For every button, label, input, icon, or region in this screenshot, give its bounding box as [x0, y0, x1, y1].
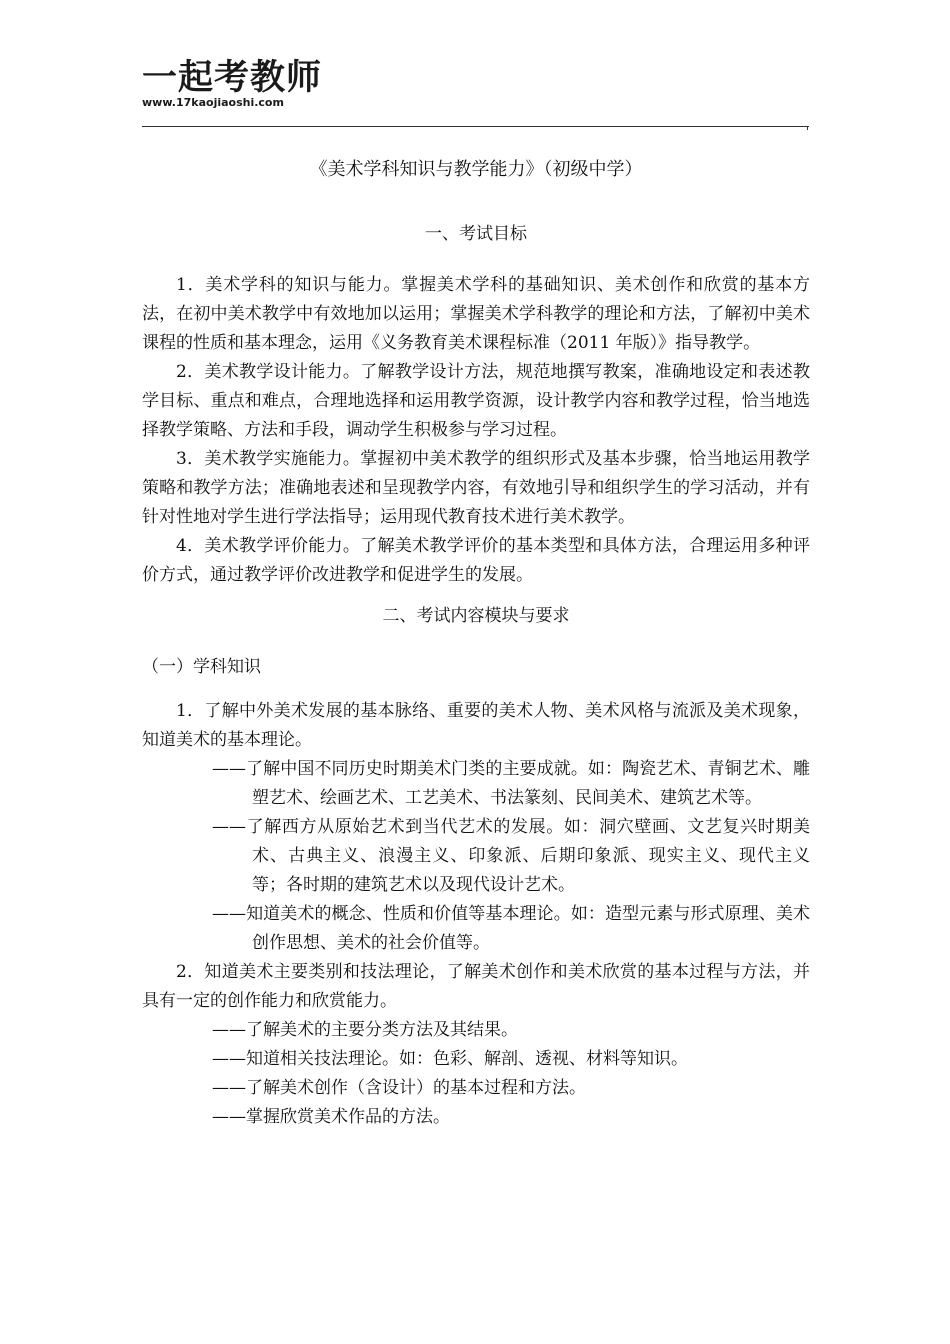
document-body [142, 150, 810, 1132]
content-item-2-dash-2: ——知道相关技法理论。如：色彩、解剖、透视、材料等知识。 [212, 1049, 688, 1069]
subheading-subject-knowledge: （一）学科知识 [142, 657, 261, 677]
logo-url: www.17kaojiaoshi.com [142, 96, 284, 109]
content-item-1: 1．了解中外美术发展的基本脉络、重要的美术人物、美术风格与流派及美术现象，知道美术的基本理论。 [142, 701, 810, 750]
objective-item-1: 1．美术学科的知识与能力。掌握美术学科的基础知识、美术创作和欣赏的基本方法，在初中美术教学中有效地加以运用；掌握美术学科教学的理论和方法，了解初中美术课程的性质和基本理念，运用《义务教育美术课程标准（2011 年版）》指导教学。 [142, 275, 810, 353]
site-logo [142, 58, 322, 110]
logo-text: 一起考教师 [142, 58, 323, 98]
content-item-1-dash-3: ——知道美术的概念、性质和价值等基本理论。如：造型元素与形式原理、美术创作思想、美术的社会价值等。 [212, 904, 810, 953]
section-heading-objectives: 一、考试目标 [425, 224, 527, 244]
objective-item-2: 2．美术教学设计能力。了解教学设计方法，规范地撰写教案，准确地设定和表述教学目标、重点和难点，合理地选择和运用教学资源，设计教学内容和教学过程，恰当地选择教学策略、方法和手段，调动学生积极参与学习过程。 [142, 362, 810, 440]
header-divider [142, 126, 809, 127]
header-divider-tick [807, 126, 808, 130]
document-title: 《美术学科知识与教学能力》（初级中学） [309, 159, 643, 180]
content-item-2-dash-1: ——了解美术的主要分类方法及其结果。 [212, 1020, 518, 1040]
content-item-1-dash-2: ——了解西方从原始艺术到当代艺术的发展。如：洞穴壁画、文艺复兴时期美术、古典主义、浪漫主义、印象派、后期印象派、现实主义、现代主义等；各时期的建筑艺术以及现代设计艺术。 [212, 817, 810, 895]
content-item-1-dash-1: ——了解中国不同历史时期美术门类的主要成就。如：陶瓷艺术、青铜艺术、雕塑艺术、绘画艺术、工艺美术、书法篆刻、民间美术、建筑艺术等。 [212, 759, 810, 808]
content-item-2-dash-4: ——掌握欣赏美术作品的方法。 [212, 1107, 450, 1127]
content-item-2-dash-3: ——了解美术创作（含设计）的基本过程和方法。 [212, 1078, 586, 1098]
objective-item-4: 4．美术教学评价能力。了解美术教学评价的基本类型和具体方法，合理运用多种评价方式，通过教学评价改进教学和促进学生的发展。 [142, 536, 810, 585]
objective-item-3: 3．美术教学实施能力。掌握初中美术教学的组织形式及基本步骤，恰当地运用教学策略和教学方法；准确地表述和呈现教学内容，有效地引导和组织学生的学习活动，并有针对性地对学生进行学法指导；运用现代教育技术进行美术教学。 [142, 449, 810, 527]
content-item-2: 2．知道美术主要类别和技法理论，了解美术创作和美术欣赏的基本过程与方法，并具有一定的创作能力和欣赏能力。 [142, 962, 810, 1011]
section-heading-content: 二、考试内容模块与要求 [382, 606, 570, 626]
